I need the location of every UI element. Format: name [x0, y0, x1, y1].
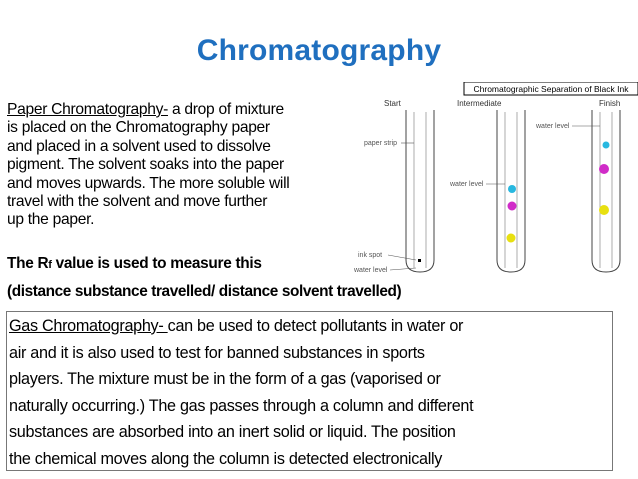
spot-yellow-finish	[599, 205, 609, 215]
water-level-label-mid: water level	[450, 181, 484, 188]
rf-line-1-post: value is used to measure this	[51, 255, 262, 272]
gas-chromatography-heading: Gas Chromatography-	[9, 317, 168, 335]
page-title: Chromatography	[196, 34, 442, 67]
stage-intermediate-label: Intermediate	[457, 99, 502, 108]
spot-yellow-mid	[507, 234, 516, 243]
stage-start-label: Start	[384, 99, 401, 108]
rf-subscript: f	[48, 259, 52, 271]
ink-spot-label: ink spot	[358, 252, 383, 259]
diagram-caption: Chromatographic Separation of Black Ink	[473, 84, 629, 94]
ink-spot-pointer	[388, 255, 416, 260]
water-level-label-high: water level	[536, 123, 570, 130]
tube-start	[406, 110, 434, 272]
rf-line-2: (distance substance travelled/ distance solvent travelled)	[7, 283, 402, 300]
rf-line-1	[7, 255, 262, 273]
gas-chromatography-text: can be used to detect pollutants in water or air and it is also used to test for banned substances in sports players. The mixture must be in the form of a gas (vaporised or naturally occurring.) The gas passes through a column and different substances are absorbed into an inert solid or liquid. The position the chemical moves along the column is detected electronically	[9, 317, 474, 468]
gas-chromatography-paragraph	[9, 313, 614, 472]
water-level-pointer-low	[390, 268, 416, 270]
paper-strip-label: paper strip	[364, 140, 398, 147]
ink-spot-start	[418, 259, 421, 262]
rf-line-1-pre: The R	[7, 255, 49, 272]
spot-cyan-finish	[603, 142, 610, 149]
tube-finish	[592, 110, 620, 272]
spot-magenta-mid	[508, 202, 517, 211]
paper-chromatography-heading: Paper Chromatography-	[7, 101, 168, 118]
water-level-label-low: water level	[354, 267, 388, 274]
spot-cyan-mid	[508, 185, 516, 193]
chromatography-diagram	[340, 82, 638, 292]
spot-magenta-finish	[599, 164, 609, 174]
stage-finish-label: Finish	[599, 99, 621, 108]
paper-chromatography-text: a drop of mixture is placed on the Chromatography paper and placed in a solvent used to dissolve pigment. The solvent soaks into the paper and moves upwards. The more soluble will travel with the solvent and move further up the paper.	[7, 101, 290, 229]
